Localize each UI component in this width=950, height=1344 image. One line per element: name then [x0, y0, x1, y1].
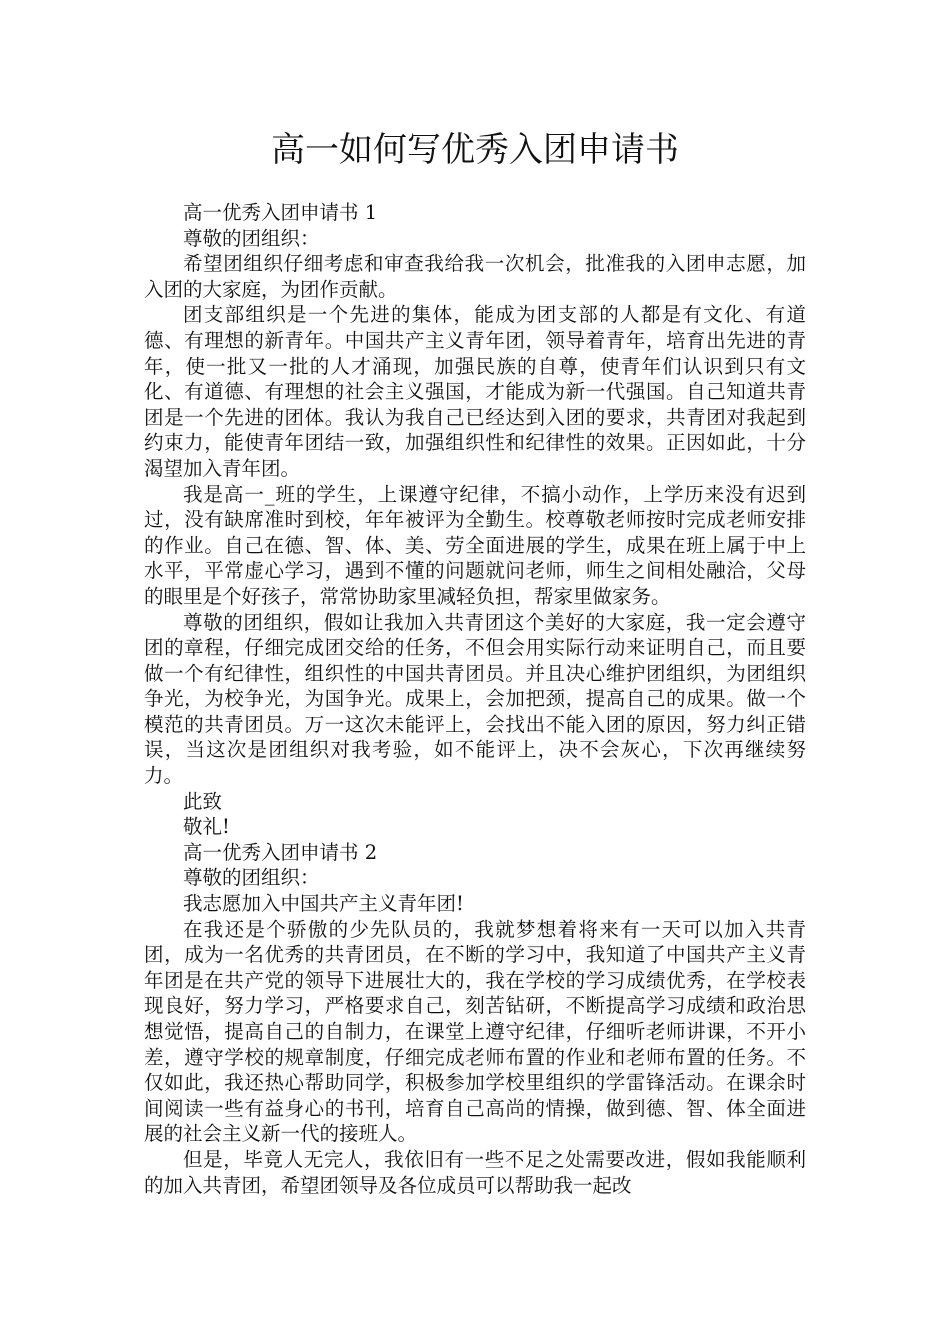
closing: 敬礼!	[183, 815, 230, 839]
paragraph: 尊敬的团组织，假如让我加入共青团这个美好的大家庭，我一定会遵守团的章程，仔细完成团交给的任务，不但会用实际行动来证明自己，而且要做一个有纪律性，组织性的中国共青团员。并且决心维护团组织，为团组织争光，为校争光，为国争光。成果上，会加把颈，提高自己的成果。做一个模范的共青团员。万一这次未能评上，会找出不能入团的原因，努力纠正错误，当这次是团组织对我考验，如不能评上，决不会灰心，下次再继续努力。	[144, 610, 806, 788]
document-body	[144, 200, 806, 1198]
paragraph: 在我还是个骄傲的少先队员的，我就梦想着将来有一天可以加入共青团，成为一名优秀的共青团员，在不断的学习中，我知道了中国共产主义青年团是在共产党的领导下进展壮大的，我在学校的学习成绩优秀，在学校表现良好，努力学习，严格要求自己，刻苦钻研，不断提高学习成绩和政治思想觉悟，提高自己的自制力，在课堂上遵守纪律，仔细听老师讲课，不开小差，遵守学校的规章制度，仔细完成老师布置的作业和老师布置的任务。不仅如此，我还热心帮助同学，积极参加学校里组织的学雷锋活动。在课余时间阅读一些有益身心的书刊，培育自己高尚的情操，做到德、智、体全面进展的社会主义新一代的接班人。	[144, 917, 806, 1146]
paragraph: 我志愿加入中国共产主义青年团!	[183, 892, 464, 916]
section-heading-2: 高一优秀入团申请书 2	[183, 840, 378, 864]
paragraph: 希望团组织仔细考虑和审查我给我一次机会，批准我的入团申志愿，加入团的大家庭，为团作贡献。	[144, 252, 806, 301]
paragraph: 但是，毕竟人无完人，我依旧有一些不足之处需要改进，假如我能顺利的加入共青团，希望团领导及各位成员可以帮助我一起改	[144, 1147, 806, 1197]
paragraph: 团支部组织是一个先进的集体，能成为团支部的人都是有文化、有道德、有理想的新青年。中国共产主义青年团，领导着青年，培育出先进的青年，使一批又一批的人才涌现，加强民族的自尊，使青年们认识到只有文化、有道德、有理想的社会主义强国，才能成为新一代强国。自己知道共青团是一个先进的团体。我认为我自己已经达到入团的要求，共青团对我起到约束力，能使青年团结一致，加强组织性和纪律性的效果。正因如此，十分渴望加入青年团。	[144, 303, 806, 480]
salutation: 尊敬的团组织：	[183, 226, 320, 250]
section-heading-1: 高一优秀入团申请书 1	[183, 201, 378, 224]
salutation: 尊敬的团组织：	[183, 866, 320, 890]
closing: 此致	[183, 789, 223, 813]
document-title: 高一如何写优秀入团申请书	[271, 130, 679, 170]
paragraph: 我是高一_班的学生，上课遵守纪律，不搞小动作，上学历来没有迟到过，没有缺席准时到校，年年被评为全勤生。校尊敬老师按时完成老师安排的作业。自己在德、智、体、美、劳全面进展的学生，成果在班上属于中上水平，平常虚心学习，遇到不懂的问题就问老师，师生之间相处融洽，父母的眼里是个好孩子，常常协助家里减轻负担，帮家里做家务。	[144, 482, 806, 608]
